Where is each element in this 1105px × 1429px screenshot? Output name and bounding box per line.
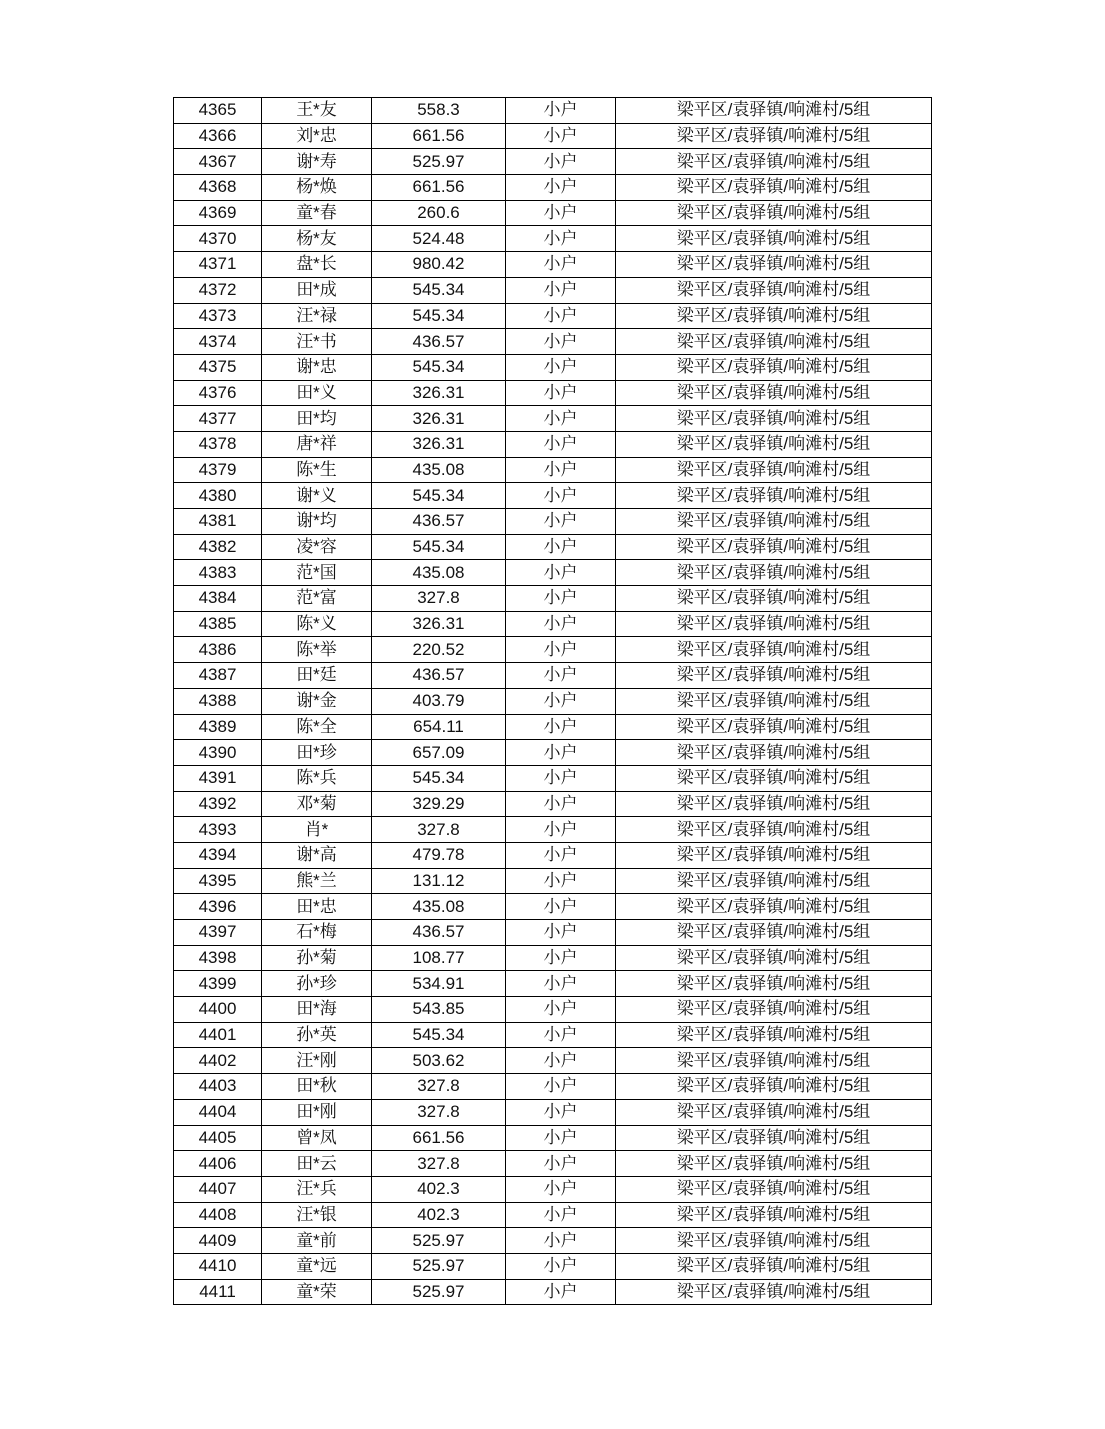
person-name-cell: 石*梅 xyxy=(262,920,372,946)
address-cell: 梁平区/袁驿镇/响滩村/5组 xyxy=(616,329,932,355)
address-cell: 梁平区/袁驿镇/响滩村/5组 xyxy=(616,997,932,1023)
address-cell: 梁平区/袁驿镇/响滩村/5组 xyxy=(616,277,932,303)
amount-cell: 545.34 xyxy=(372,483,506,509)
row-number-cell: 4381 xyxy=(174,509,262,535)
amount-cell: 436.57 xyxy=(372,920,506,946)
person-name-cell: 陈*全 xyxy=(262,714,372,740)
person-name-cell: 童*前 xyxy=(262,1228,372,1254)
address-cell: 梁平区/袁驿镇/响滩村/5组 xyxy=(616,123,932,149)
address-cell: 梁平区/袁驿镇/响滩村/5组 xyxy=(616,663,932,689)
address-cell: 梁平区/袁驿镇/响滩村/5组 xyxy=(616,1279,932,1305)
row-number-cell: 4403 xyxy=(174,1074,262,1100)
household-type-cell: 小户 xyxy=(506,586,616,612)
row-number-cell: 4411 xyxy=(174,1279,262,1305)
household-type-cell: 小户 xyxy=(506,663,616,689)
table-row xyxy=(174,226,932,252)
person-name-cell: 谢*寿 xyxy=(262,149,372,175)
table-row xyxy=(174,842,932,868)
row-number-cell: 4382 xyxy=(174,534,262,560)
row-number-cell: 4399 xyxy=(174,971,262,997)
household-type-cell: 小户 xyxy=(506,252,616,278)
amount-cell: 435.08 xyxy=(372,560,506,586)
person-name-cell: 童*远 xyxy=(262,1253,372,1279)
address-cell: 梁平区/袁驿镇/响滩村/5组 xyxy=(616,200,932,226)
amount-cell: 326.31 xyxy=(372,380,506,406)
household-type-cell: 小户 xyxy=(506,123,616,149)
row-number-cell: 4404 xyxy=(174,1099,262,1125)
household-type-cell: 小户 xyxy=(506,1228,616,1254)
table-row xyxy=(174,997,932,1023)
person-name-cell: 熊*兰 xyxy=(262,868,372,894)
household-type-cell: 小户 xyxy=(506,1279,616,1305)
table-row xyxy=(174,303,932,329)
address-cell: 梁平区/袁驿镇/响滩村/5组 xyxy=(616,868,932,894)
row-number-cell: 4401 xyxy=(174,1022,262,1048)
amount-cell: 545.34 xyxy=(372,765,506,791)
address-cell: 梁平区/袁驿镇/响滩村/5组 xyxy=(616,509,932,535)
person-name-cell: 盘*长 xyxy=(262,252,372,278)
person-name-cell: 凌*容 xyxy=(262,534,372,560)
table-row xyxy=(174,971,932,997)
household-type-cell: 小户 xyxy=(506,534,616,560)
table-row xyxy=(174,175,932,201)
person-name-cell: 孙*英 xyxy=(262,1022,372,1048)
amount-cell: 436.57 xyxy=(372,509,506,535)
row-number-cell: 4386 xyxy=(174,637,262,663)
person-name-cell: 邓*菊 xyxy=(262,791,372,817)
table-row xyxy=(174,868,932,894)
address-cell: 梁平区/袁驿镇/响滩村/5组 xyxy=(616,894,932,920)
person-name-cell: 杨*焕 xyxy=(262,175,372,201)
table-row xyxy=(174,894,932,920)
row-number-cell: 4371 xyxy=(174,252,262,278)
address-cell: 梁平区/袁驿镇/响滩村/5组 xyxy=(616,1022,932,1048)
household-type-cell: 小户 xyxy=(506,611,616,637)
table-row xyxy=(174,431,932,457)
household-type-cell: 小户 xyxy=(506,1176,616,1202)
table-row xyxy=(174,483,932,509)
household-type-cell: 小户 xyxy=(506,509,616,535)
table-row xyxy=(174,1176,932,1202)
row-number-cell: 4395 xyxy=(174,868,262,894)
household-type-cell: 小户 xyxy=(506,149,616,175)
address-cell: 梁平区/袁驿镇/响滩村/5组 xyxy=(616,380,932,406)
address-cell: 梁平区/袁驿镇/响滩村/5组 xyxy=(616,637,932,663)
table-row xyxy=(174,1048,932,1074)
household-type-cell: 小户 xyxy=(506,226,616,252)
address-cell: 梁平区/袁驿镇/响滩村/5组 xyxy=(616,252,932,278)
person-name-cell: 汪*兵 xyxy=(262,1176,372,1202)
address-cell: 梁平区/袁驿镇/响滩村/5组 xyxy=(616,688,932,714)
household-type-cell: 小户 xyxy=(506,765,616,791)
person-name-cell: 唐*祥 xyxy=(262,431,372,457)
household-type-cell: 小户 xyxy=(506,354,616,380)
person-name-cell: 田*秋 xyxy=(262,1074,372,1100)
table-row xyxy=(174,1125,932,1151)
household-type-cell: 小户 xyxy=(506,791,616,817)
person-name-cell: 汪*禄 xyxy=(262,303,372,329)
address-cell: 梁平区/袁驿镇/响滩村/5组 xyxy=(616,303,932,329)
amount-cell: 545.34 xyxy=(372,277,506,303)
person-name-cell: 陈*举 xyxy=(262,637,372,663)
amount-cell: 661.56 xyxy=(372,175,506,201)
table-row xyxy=(174,1228,932,1254)
person-name-cell: 田*均 xyxy=(262,406,372,432)
row-number-cell: 4378 xyxy=(174,431,262,457)
row-number-cell: 4407 xyxy=(174,1176,262,1202)
table-row xyxy=(174,637,932,663)
amount-cell: 260.6 xyxy=(372,200,506,226)
table-row xyxy=(174,611,932,637)
household-type-cell: 小户 xyxy=(506,1048,616,1074)
amount-cell: 661.56 xyxy=(372,1125,506,1151)
amount-cell: 525.97 xyxy=(372,1279,506,1305)
row-number-cell: 4410 xyxy=(174,1253,262,1279)
household-type-cell: 小户 xyxy=(506,380,616,406)
amount-cell: 435.08 xyxy=(372,457,506,483)
amount-cell: 545.34 xyxy=(372,303,506,329)
address-cell: 梁平区/袁驿镇/响滩村/5组 xyxy=(616,971,932,997)
table-row xyxy=(174,277,932,303)
row-number-cell: 4377 xyxy=(174,406,262,432)
table-row xyxy=(174,329,932,355)
address-cell: 梁平区/袁驿镇/响滩村/5组 xyxy=(616,1176,932,1202)
amount-cell: 525.97 xyxy=(372,1253,506,1279)
table-row xyxy=(174,817,932,843)
row-number-cell: 4409 xyxy=(174,1228,262,1254)
person-name-cell: 孙*菊 xyxy=(262,945,372,971)
person-name-cell: 田*刚 xyxy=(262,1099,372,1125)
amount-cell: 327.8 xyxy=(372,1074,506,1100)
data-table xyxy=(173,97,932,1305)
address-cell: 梁平区/袁驿镇/响滩村/5组 xyxy=(616,431,932,457)
address-cell: 梁平区/袁驿镇/响滩村/5组 xyxy=(616,1253,932,1279)
table-row xyxy=(174,1253,932,1279)
person-name-cell: 陈*生 xyxy=(262,457,372,483)
address-cell: 梁平区/袁驿镇/响滩村/5组 xyxy=(616,714,932,740)
amount-cell: 402.3 xyxy=(372,1202,506,1228)
amount-cell: 329.29 xyxy=(372,791,506,817)
address-cell: 梁平区/袁驿镇/响滩村/5组 xyxy=(616,175,932,201)
row-number-cell: 4379 xyxy=(174,457,262,483)
table-row xyxy=(174,123,932,149)
amount-cell: 403.79 xyxy=(372,688,506,714)
amount-cell: 479.78 xyxy=(372,842,506,868)
household-type-cell: 小户 xyxy=(506,920,616,946)
address-cell: 梁平区/袁驿镇/响滩村/5组 xyxy=(616,740,932,766)
table-row xyxy=(174,920,932,946)
table-row xyxy=(174,791,932,817)
address-cell: 梁平区/袁驿镇/响滩村/5组 xyxy=(616,560,932,586)
row-number-cell: 4408 xyxy=(174,1202,262,1228)
row-number-cell: 4389 xyxy=(174,714,262,740)
person-name-cell: 谢*金 xyxy=(262,688,372,714)
person-name-cell: 谢*忠 xyxy=(262,354,372,380)
row-number-cell: 4370 xyxy=(174,226,262,252)
person-name-cell: 田*廷 xyxy=(262,663,372,689)
amount-cell: 327.8 xyxy=(372,586,506,612)
row-number-cell: 4388 xyxy=(174,688,262,714)
amount-cell: 661.56 xyxy=(372,123,506,149)
table-row xyxy=(174,688,932,714)
person-name-cell: 刘*忠 xyxy=(262,123,372,149)
table-row xyxy=(174,586,932,612)
amount-cell: 326.31 xyxy=(372,611,506,637)
row-number-cell: 4396 xyxy=(174,894,262,920)
amount-cell: 545.34 xyxy=(372,354,506,380)
address-cell: 梁平区/袁驿镇/响滩村/5组 xyxy=(616,457,932,483)
person-name-cell: 田*义 xyxy=(262,380,372,406)
household-type-cell: 小户 xyxy=(506,740,616,766)
row-number-cell: 4385 xyxy=(174,611,262,637)
household-type-cell: 小户 xyxy=(506,714,616,740)
address-cell: 梁平区/袁驿镇/响滩村/5组 xyxy=(616,1228,932,1254)
table-row xyxy=(174,354,932,380)
table-row xyxy=(174,406,932,432)
table-row xyxy=(174,149,932,175)
amount-cell: 327.8 xyxy=(372,1099,506,1125)
household-type-cell: 小户 xyxy=(506,98,616,124)
household-type-cell: 小户 xyxy=(506,1253,616,1279)
address-cell: 梁平区/袁驿镇/响滩村/5组 xyxy=(616,611,932,637)
household-type-cell: 小户 xyxy=(506,483,616,509)
address-cell: 梁平区/袁驿镇/响滩村/5组 xyxy=(616,406,932,432)
amount-cell: 654.11 xyxy=(372,714,506,740)
row-number-cell: 4391 xyxy=(174,765,262,791)
person-name-cell: 陈*兵 xyxy=(262,765,372,791)
address-cell: 梁平区/袁驿镇/响滩村/5组 xyxy=(616,586,932,612)
household-type-cell: 小户 xyxy=(506,277,616,303)
person-name-cell: 谢*均 xyxy=(262,509,372,535)
table-row xyxy=(174,534,932,560)
table-row xyxy=(174,714,932,740)
person-name-cell: 田*珍 xyxy=(262,740,372,766)
amount-cell: 525.97 xyxy=(372,1228,506,1254)
row-number-cell: 4365 xyxy=(174,98,262,124)
person-name-cell: 田*成 xyxy=(262,277,372,303)
household-type-cell: 小户 xyxy=(506,431,616,457)
row-number-cell: 4366 xyxy=(174,123,262,149)
household-type-cell: 小户 xyxy=(506,1022,616,1048)
amount-cell: 435.08 xyxy=(372,894,506,920)
amount-cell: 543.85 xyxy=(372,997,506,1023)
household-type-cell: 小户 xyxy=(506,175,616,201)
table-body xyxy=(174,98,932,1305)
table-row xyxy=(174,380,932,406)
person-name-cell: 谢*义 xyxy=(262,483,372,509)
person-name-cell: 肖* xyxy=(262,817,372,843)
row-number-cell: 4394 xyxy=(174,842,262,868)
address-cell: 梁平区/袁驿镇/响滩村/5组 xyxy=(616,483,932,509)
row-number-cell: 4384 xyxy=(174,586,262,612)
table-row xyxy=(174,252,932,278)
row-number-cell: 4375 xyxy=(174,354,262,380)
household-type-cell: 小户 xyxy=(506,894,616,920)
row-number-cell: 4398 xyxy=(174,945,262,971)
amount-cell: 524.48 xyxy=(372,226,506,252)
person-name-cell: 孙*珍 xyxy=(262,971,372,997)
amount-cell: 436.57 xyxy=(372,663,506,689)
address-cell: 梁平区/袁驿镇/响滩村/5组 xyxy=(616,1074,932,1100)
household-type-cell: 小户 xyxy=(506,200,616,226)
table-row xyxy=(174,1022,932,1048)
row-number-cell: 4406 xyxy=(174,1151,262,1177)
row-number-cell: 4400 xyxy=(174,997,262,1023)
household-type-cell: 小户 xyxy=(506,945,616,971)
table-row xyxy=(174,945,932,971)
amount-cell: 220.52 xyxy=(372,637,506,663)
row-number-cell: 4374 xyxy=(174,329,262,355)
person-name-cell: 汪*银 xyxy=(262,1202,372,1228)
row-number-cell: 4367 xyxy=(174,149,262,175)
household-type-cell: 小户 xyxy=(506,842,616,868)
household-type-cell: 小户 xyxy=(506,1151,616,1177)
person-name-cell: 王*友 xyxy=(262,98,372,124)
household-type-cell: 小户 xyxy=(506,688,616,714)
row-number-cell: 4369 xyxy=(174,200,262,226)
address-cell: 梁平区/袁驿镇/响滩村/5组 xyxy=(616,817,932,843)
address-cell: 梁平区/袁驿镇/响滩村/5组 xyxy=(616,945,932,971)
row-number-cell: 4387 xyxy=(174,663,262,689)
table-row xyxy=(174,1202,932,1228)
table-row xyxy=(174,457,932,483)
amount-cell: 980.42 xyxy=(372,252,506,278)
person-name-cell: 陈*义 xyxy=(262,611,372,637)
household-type-cell: 小户 xyxy=(506,406,616,432)
amount-cell: 534.91 xyxy=(372,971,506,997)
row-number-cell: 4368 xyxy=(174,175,262,201)
row-number-cell: 4376 xyxy=(174,380,262,406)
address-cell: 梁平区/袁驿镇/响滩村/5组 xyxy=(616,1125,932,1151)
person-name-cell: 曾*凤 xyxy=(262,1125,372,1151)
person-name-cell: 范*国 xyxy=(262,560,372,586)
amount-cell: 326.31 xyxy=(372,406,506,432)
address-cell: 梁平区/袁驿镇/响滩村/5组 xyxy=(616,534,932,560)
row-number-cell: 4383 xyxy=(174,560,262,586)
person-name-cell: 汪*刚 xyxy=(262,1048,372,1074)
address-cell: 梁平区/袁驿镇/响滩村/5组 xyxy=(616,791,932,817)
amount-cell: 545.34 xyxy=(372,534,506,560)
amount-cell: 327.8 xyxy=(372,817,506,843)
household-type-cell: 小户 xyxy=(506,1099,616,1125)
address-cell: 梁平区/袁驿镇/响滩村/5组 xyxy=(616,354,932,380)
address-cell: 梁平区/袁驿镇/响滩村/5组 xyxy=(616,1202,932,1228)
table-row xyxy=(174,740,932,766)
row-number-cell: 4390 xyxy=(174,740,262,766)
table-row xyxy=(174,1279,932,1305)
person-name-cell: 童*春 xyxy=(262,200,372,226)
table-row xyxy=(174,98,932,124)
amount-cell: 326.31 xyxy=(372,431,506,457)
person-name-cell: 谢*高 xyxy=(262,842,372,868)
amount-cell: 327.8 xyxy=(372,1151,506,1177)
person-name-cell: 杨*友 xyxy=(262,226,372,252)
table-row xyxy=(174,560,932,586)
row-number-cell: 4372 xyxy=(174,277,262,303)
person-name-cell: 范*富 xyxy=(262,586,372,612)
address-cell: 梁平区/袁驿镇/响滩村/5组 xyxy=(616,765,932,791)
person-name-cell: 田*云 xyxy=(262,1151,372,1177)
row-number-cell: 4402 xyxy=(174,1048,262,1074)
amount-cell: 558.3 xyxy=(372,98,506,124)
row-number-cell: 4392 xyxy=(174,791,262,817)
table-row xyxy=(174,1099,932,1125)
address-cell: 梁平区/袁驿镇/响滩村/5组 xyxy=(616,226,932,252)
table-row xyxy=(174,663,932,689)
household-type-cell: 小户 xyxy=(506,1074,616,1100)
address-cell: 梁平区/袁驿镇/响滩村/5组 xyxy=(616,1048,932,1074)
household-type-cell: 小户 xyxy=(506,868,616,894)
household-type-cell: 小户 xyxy=(506,1202,616,1228)
amount-cell: 108.77 xyxy=(372,945,506,971)
row-number-cell: 4397 xyxy=(174,920,262,946)
address-cell: 梁平区/袁驿镇/响滩村/5组 xyxy=(616,920,932,946)
row-number-cell: 4373 xyxy=(174,303,262,329)
amount-cell: 131.12 xyxy=(372,868,506,894)
household-type-cell: 小户 xyxy=(506,637,616,663)
household-type-cell: 小户 xyxy=(506,329,616,355)
amount-cell: 402.3 xyxy=(372,1176,506,1202)
table-row xyxy=(174,200,932,226)
person-name-cell: 汪*书 xyxy=(262,329,372,355)
household-type-cell: 小户 xyxy=(506,817,616,843)
household-type-cell: 小户 xyxy=(506,1125,616,1151)
amount-cell: 545.34 xyxy=(372,1022,506,1048)
address-cell: 梁平区/袁驿镇/响滩村/5组 xyxy=(616,1151,932,1177)
address-cell: 梁平区/袁驿镇/响滩村/5组 xyxy=(616,98,932,124)
person-name-cell: 童*荣 xyxy=(262,1279,372,1305)
household-type-cell: 小户 xyxy=(506,457,616,483)
address-cell: 梁平区/袁驿镇/响滩村/5组 xyxy=(616,1099,932,1125)
row-number-cell: 4405 xyxy=(174,1125,262,1151)
amount-cell: 657.09 xyxy=(372,740,506,766)
person-name-cell: 田*忠 xyxy=(262,894,372,920)
table-row xyxy=(174,765,932,791)
row-number-cell: 4393 xyxy=(174,817,262,843)
address-cell: 梁平区/袁驿镇/响滩村/5组 xyxy=(616,149,932,175)
amount-cell: 503.62 xyxy=(372,1048,506,1074)
table-row xyxy=(174,509,932,535)
household-type-cell: 小户 xyxy=(506,560,616,586)
household-type-cell: 小户 xyxy=(506,997,616,1023)
row-number-cell: 4380 xyxy=(174,483,262,509)
amount-cell: 525.97 xyxy=(372,149,506,175)
address-cell: 梁平区/袁驿镇/响滩村/5组 xyxy=(616,842,932,868)
table-row xyxy=(174,1151,932,1177)
household-type-cell: 小户 xyxy=(506,971,616,997)
table-row xyxy=(174,1074,932,1100)
amount-cell: 436.57 xyxy=(372,329,506,355)
person-name-cell: 田*海 xyxy=(262,997,372,1023)
household-type-cell: 小户 xyxy=(506,303,616,329)
